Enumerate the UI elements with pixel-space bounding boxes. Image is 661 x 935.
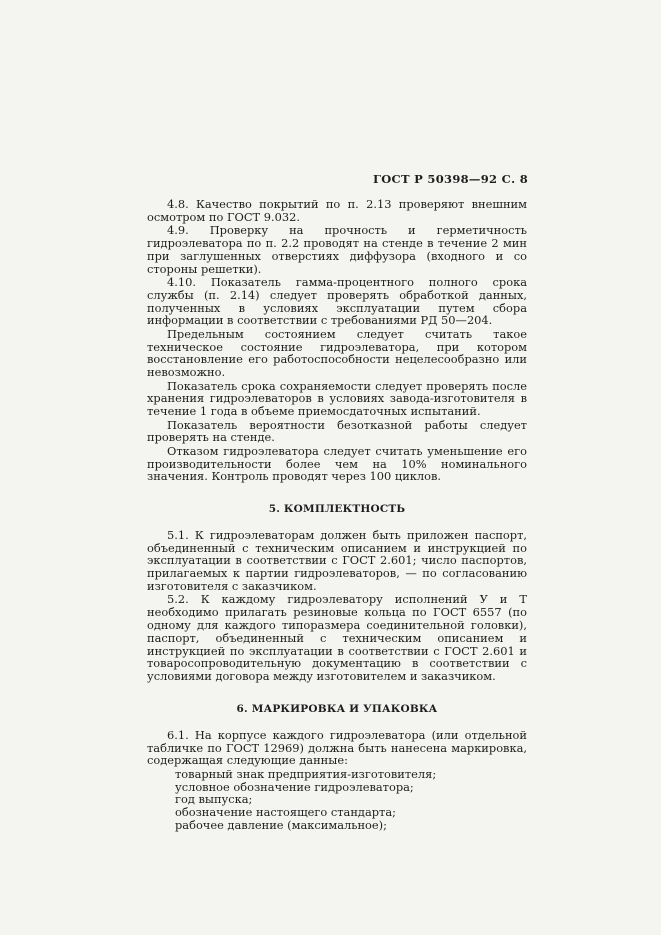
paragraph-4-9: 4.9. Проверку на прочность и герметичность гидроэлеватора по п. 2.2 проводят на стенде в течение 2 мин при заглушенных отверстиях диффузора (входного и со стороны решетки). (147, 223, 527, 276)
paragraph-reliability: Показатель вероятности безотказной работы следует проверять на стенде. (147, 417, 527, 445)
paragraph-4-10: 4.10. Показатель гамма-процентного полного срока службы (п. 2.14) следует проверять обработкой данных, полученных в условиях эксплуатации путем сбора информации в соответствии с требованиями РД 50—204. (147, 274, 527, 328)
marking-item: обозначение настоящего стандарта; (175, 805, 396, 820)
marking-item: год выпуска; (175, 792, 253, 807)
paragraph-storage: Показатель срока сохраняемости следует проверять после хранения гидроэлеваторов в условиях завода-изготовителя в течение 1 года в объеме приемосдаточных испытаний. (147, 378, 527, 419)
paragraph-failure: Отказом гидроэлеватора следует считать уменьшение его производительности более чем на 10% номинального значения. Контроль проводят через 100 циклов. (147, 443, 527, 484)
section-5-heading: 5. КОМПЛЕКТНОСТЬ (268, 503, 406, 516)
document-body (147, 198, 527, 832)
marking-item: условное обозначение гидроэлеватора; (175, 779, 414, 794)
section-4-continuation (147, 198, 527, 483)
section-5 (147, 529, 527, 683)
marking-item: рабочее давление (максимальное); (175, 818, 387, 833)
paragraph-5-1: 5.1. К гидроэлеваторам должен быть приложен паспорт, объединенный с техническим описанием и инструкцией по эксплуатации в соответствии с ГОСТ 2.601; число паспортов, прилагаемых к партии гидроэлеваторов, — по согласованию изготовителя с заказчиком. (147, 527, 527, 594)
paragraph-limit-state: Предельным состоянием следует считать такое техническое состояние гидроэлеватора, при котором восстановление его работоспособности нецелесообразно или невозможно. (147, 326, 527, 380)
paragraph-4-8: 4.8. Качество покрытий по п. 2.13 проверяют внешним осмотром по ГОСТ 9.032. (147, 197, 527, 224)
page-header: ГОСТ Р 50398—92 С. 8 (373, 172, 528, 186)
section-6 (147, 729, 527, 832)
paragraph-5-2: 5.2. К каждому гидроэлеватору исполнений У и Т необходимо прилагать резиновые кольца по ГОСТ 6557 (по одному для каждого типоразмера соединительной головки), паспорт, объединенный с техническим описанием и инструкцией по эксплуатации в соответствии с ГОСТ 2.601 и товаросопроводительную документацию в соответствии с условиями договора между изготовителем и заказчиком. (147, 592, 527, 684)
section-6-heading: 6. МАРКИРОВКА И УПАКОВКА (236, 703, 438, 716)
paragraph-6-1: 6.1. На корпусе каждого гидроэлеватора (или отдельной табличке по ГОСТ 12969) должна быть нанесена маркировка, содержащая следующие данные: (147, 727, 527, 768)
marking-item: товарный знак предприятия-изготовителя; (175, 766, 437, 781)
